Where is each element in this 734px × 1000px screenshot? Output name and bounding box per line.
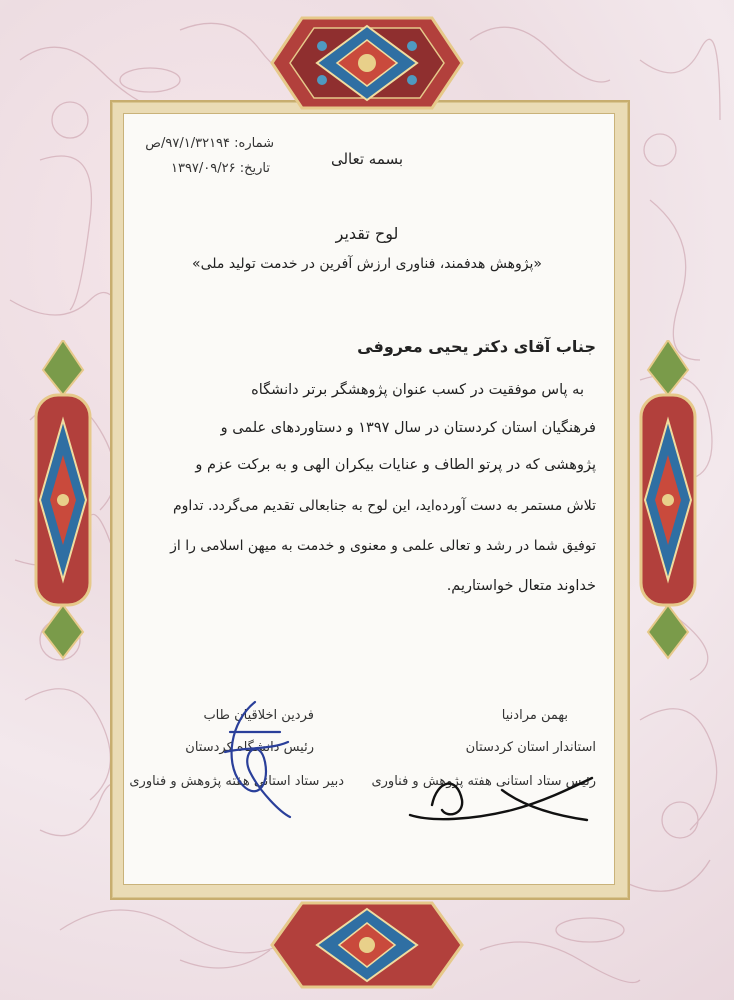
right-signatory-title: استاندار استان کردستان bbox=[465, 740, 596, 755]
left-signatory-name: فردین اخلاقیان طاب bbox=[203, 708, 314, 723]
body-line-4: تلاش مستمر به دست آورده‌اید، این لوح به جنابعالی تقدیم می‌گردد. تداوم bbox=[172, 498, 596, 514]
top-medallion-ornament bbox=[262, 8, 472, 118]
number-value: ۹۷/۱/۳۲۱۹۴/ص bbox=[145, 136, 231, 151]
left-signatory-role: دبیر ستاد استانی هفته پژوهش و فناوری bbox=[129, 774, 344, 789]
certificate-title: لوح تقدیر bbox=[335, 224, 399, 243]
left-signatory-title: رئیس دانشگاه کردستان bbox=[185, 740, 314, 755]
recipient-name: جناب آقای دکتر یحیی معروفی bbox=[357, 337, 596, 356]
right-side-ornament bbox=[633, 340, 703, 660]
date-value: ۱۳۹۷/۰۹/۲۶ bbox=[170, 161, 236, 176]
body-line-5: توفیق شما در رشد و تعالی علمی و معنوی و خدمت به میهن اسلامی را از bbox=[170, 538, 596, 554]
right-handwritten-signature bbox=[402, 760, 602, 830]
body-line-1: به پاس موفقیت در کسب عنوان پژوهشگر برتر دانشگاه bbox=[251, 382, 584, 398]
bismillah-heading: بسمه تعالی bbox=[330, 150, 404, 168]
left-side-ornament bbox=[28, 340, 98, 660]
left-handwritten-signature bbox=[210, 692, 300, 822]
body-line-6: خداوند متعال خواستاریم. bbox=[446, 578, 596, 594]
right-signatory-role: رئیس ستاد استانی هفته پژوهش و فناوری bbox=[371, 774, 596, 789]
certificate-subtitle: «پژوهش هدفمند، فناوری ارزش آفرین در خدمت تولید ملی» bbox=[192, 256, 542, 272]
document-number bbox=[145, 136, 274, 151]
body-line-3: پژوهشی که در پرتو الطاف و عنایات بیکران الهی و به برکت عزم و bbox=[195, 457, 596, 473]
date-label: تاریخ: bbox=[239, 161, 270, 176]
bottom-medallion-ornament bbox=[262, 895, 472, 995]
body-line-2: فرهنگیان استان کردستان در سال ۱۳۹۷ و دستاوردهای علمی و bbox=[220, 420, 596, 436]
right-signatory-name: بهمن مرادنیا bbox=[501, 708, 568, 723]
number-label: شماره: bbox=[234, 136, 274, 151]
